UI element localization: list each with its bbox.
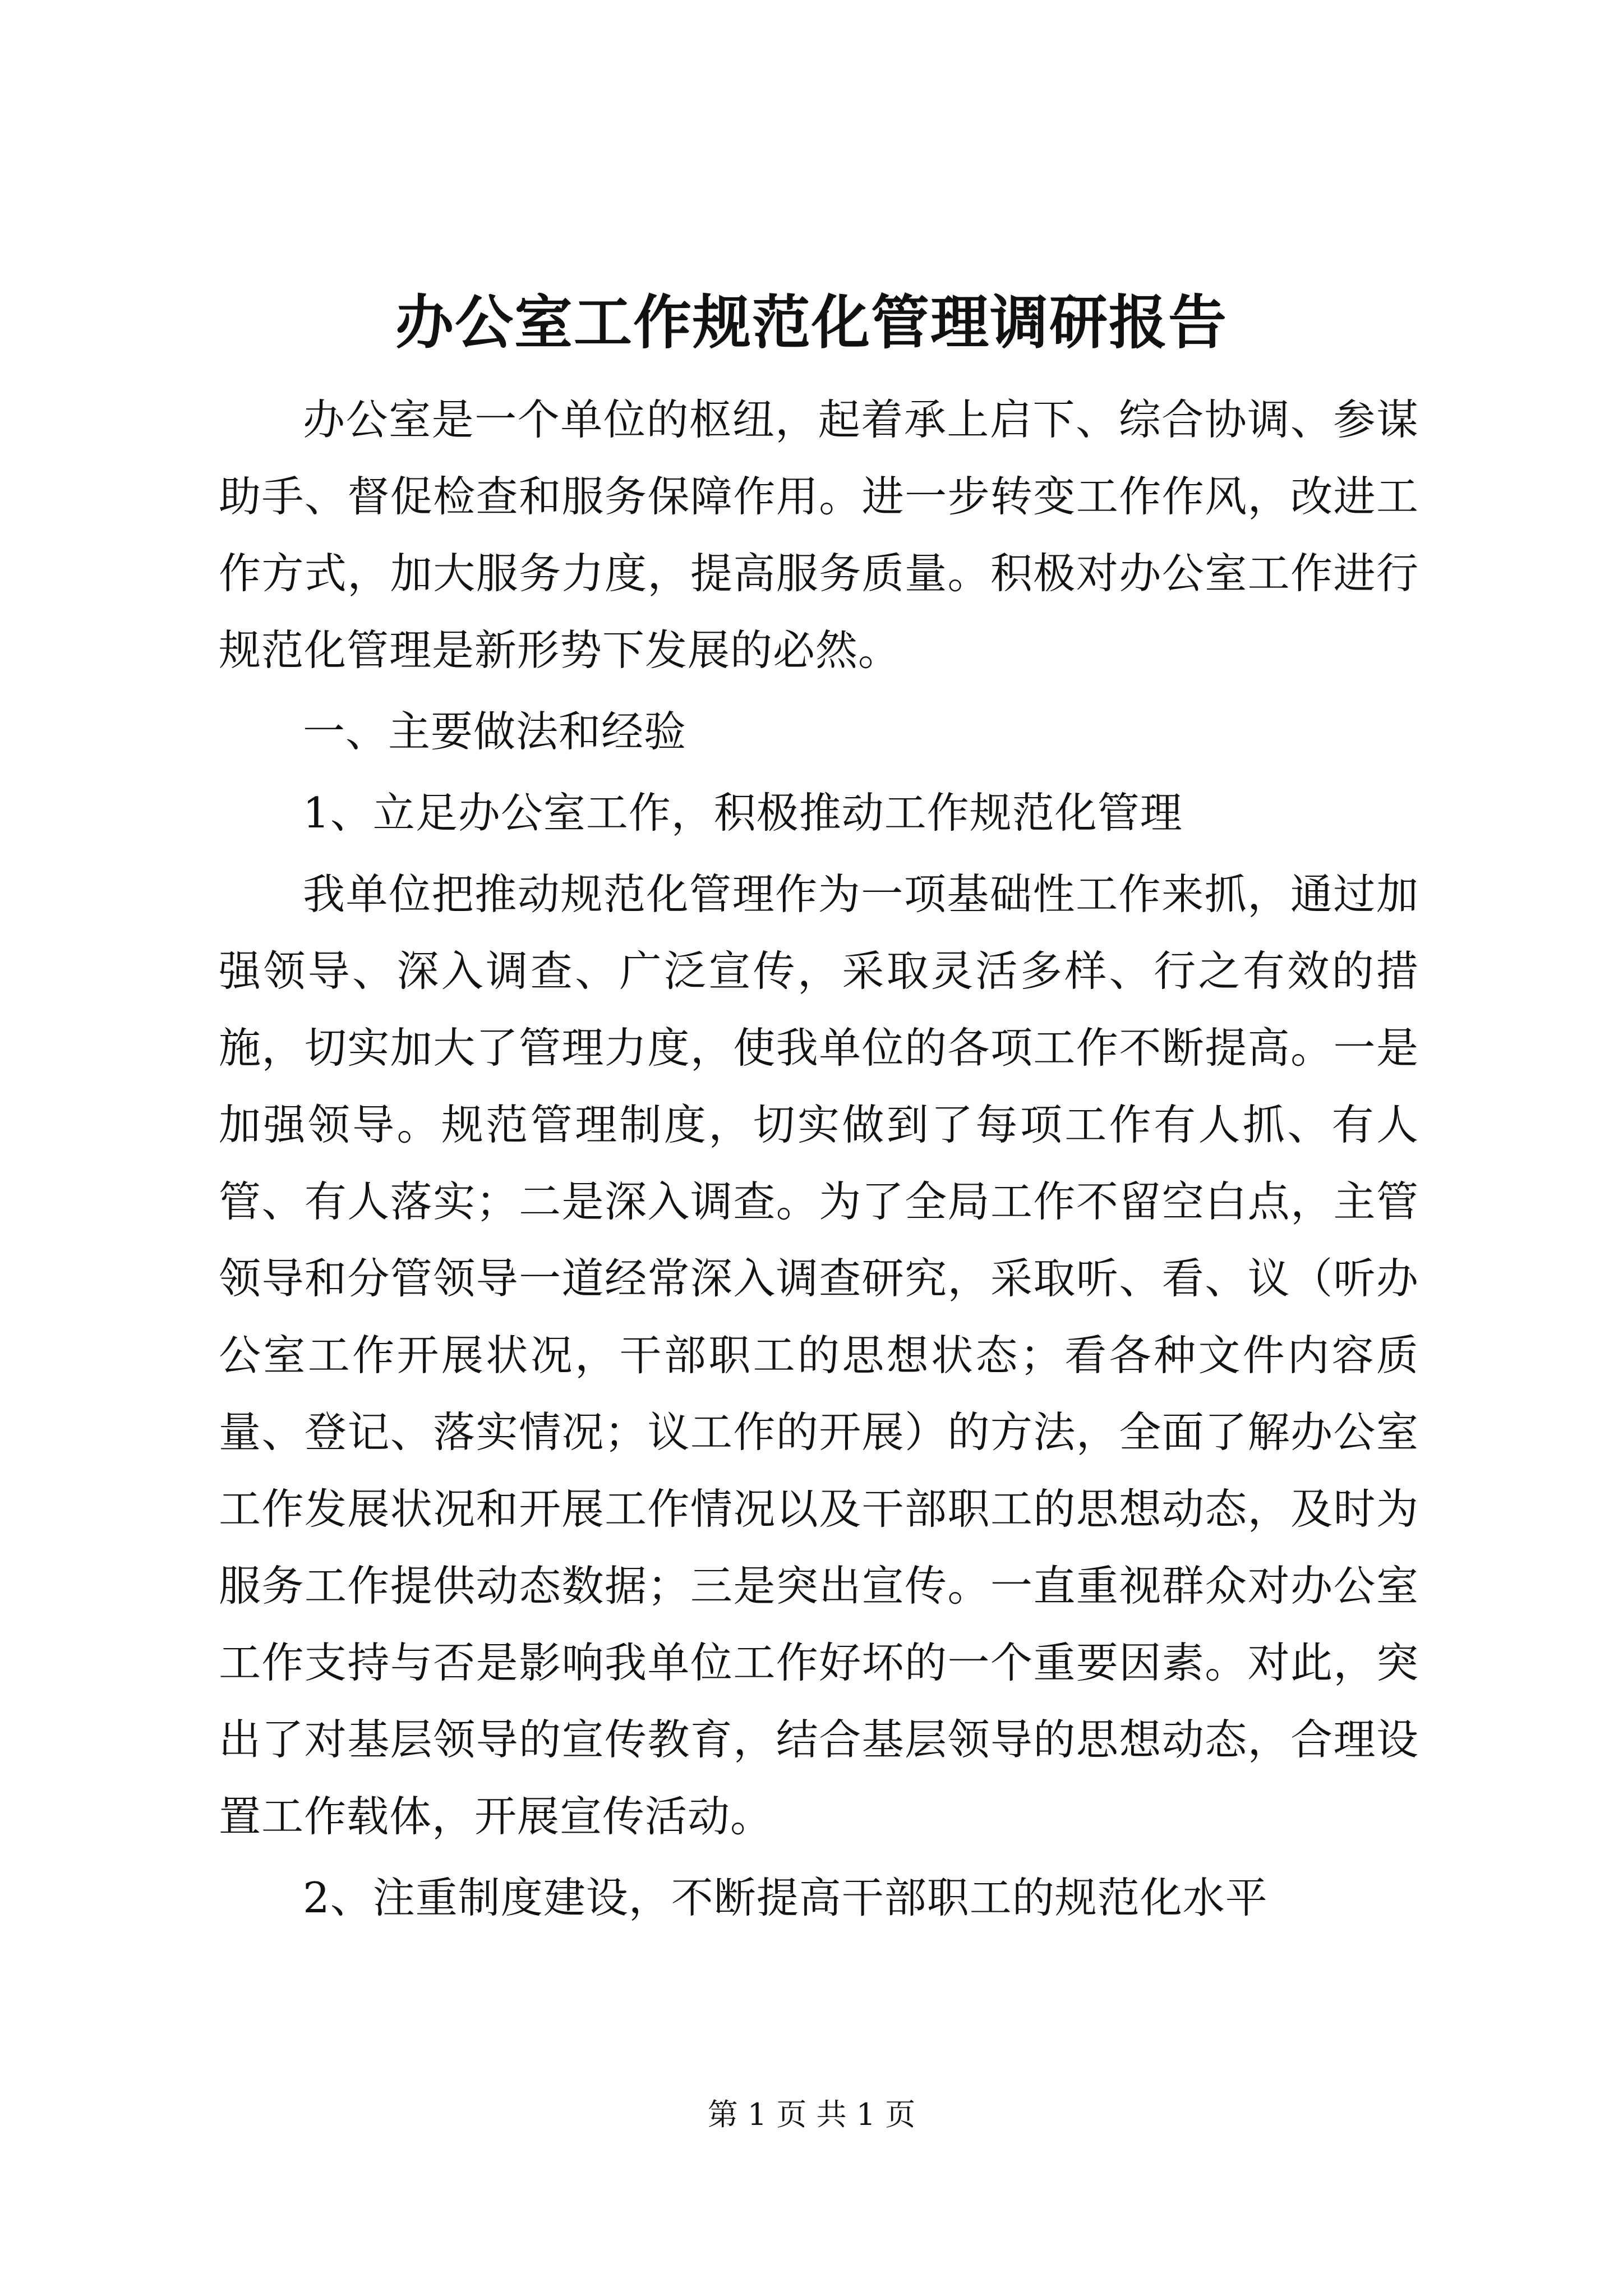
page-number-footer: 第 1 页 共 1 页 xyxy=(707,2097,916,2132)
intro-paragraph: 办公室是一个单位的枢纽，起着承上启下、综合协调、参谋助手、督促检查和服务保障作用。进一步转变工作作风，改进工作方式，加大服务力度，提高服务质量。积极对办公室工作进行规范化管理是新形势下发展的必然。 xyxy=(219,395,1419,675)
subsection-1-paragraph: 我单位把推动规范化管理作为一项基础性工作来抓，通过加强领导、深入调查、广泛宣传，采取灵活多样、行之有效的措施，切实加大了管理力度，使我单位的各项工作不断提高。一是加强领导。规范管理制度，切实做到了每项工作有人抓、有人管、有人落实；二是深入调查。为了全局工作不留空白点，主管领导和分管领导一道经常深入调查研究，采取听、看、议（听办公室工作开展状况，干部职工的思想状态；看各种文件内容质量、登记、落实情况；议工作的开展）的方法，全面了解办公室工作发展状况和开展工作情况以及干部职工的思想动态，及时为服务工作提供动态数据；三是突出宣传。一直重视群众对办公室工作支持与否是影响我单位工作好坏的一个重要因素。对此，突出了对基层领导的宣传教育，结合基层领导的思想动态，合理设置工作载体，开展宣传活动。 xyxy=(219,869,1419,1841)
section-heading-1: 一、主要做法和经验 xyxy=(303,707,687,756)
document-title: 办公室工作规范化管理调研报告 xyxy=(395,288,1228,357)
subsection-heading-2: 2、注重制度建设，不断提高干部职工的规范化水平 xyxy=(303,1873,1268,1922)
subsection-heading-1: 1、立足办公室工作，积极推动工作规范化管理 xyxy=(303,788,1183,838)
document-body xyxy=(219,381,1419,1941)
